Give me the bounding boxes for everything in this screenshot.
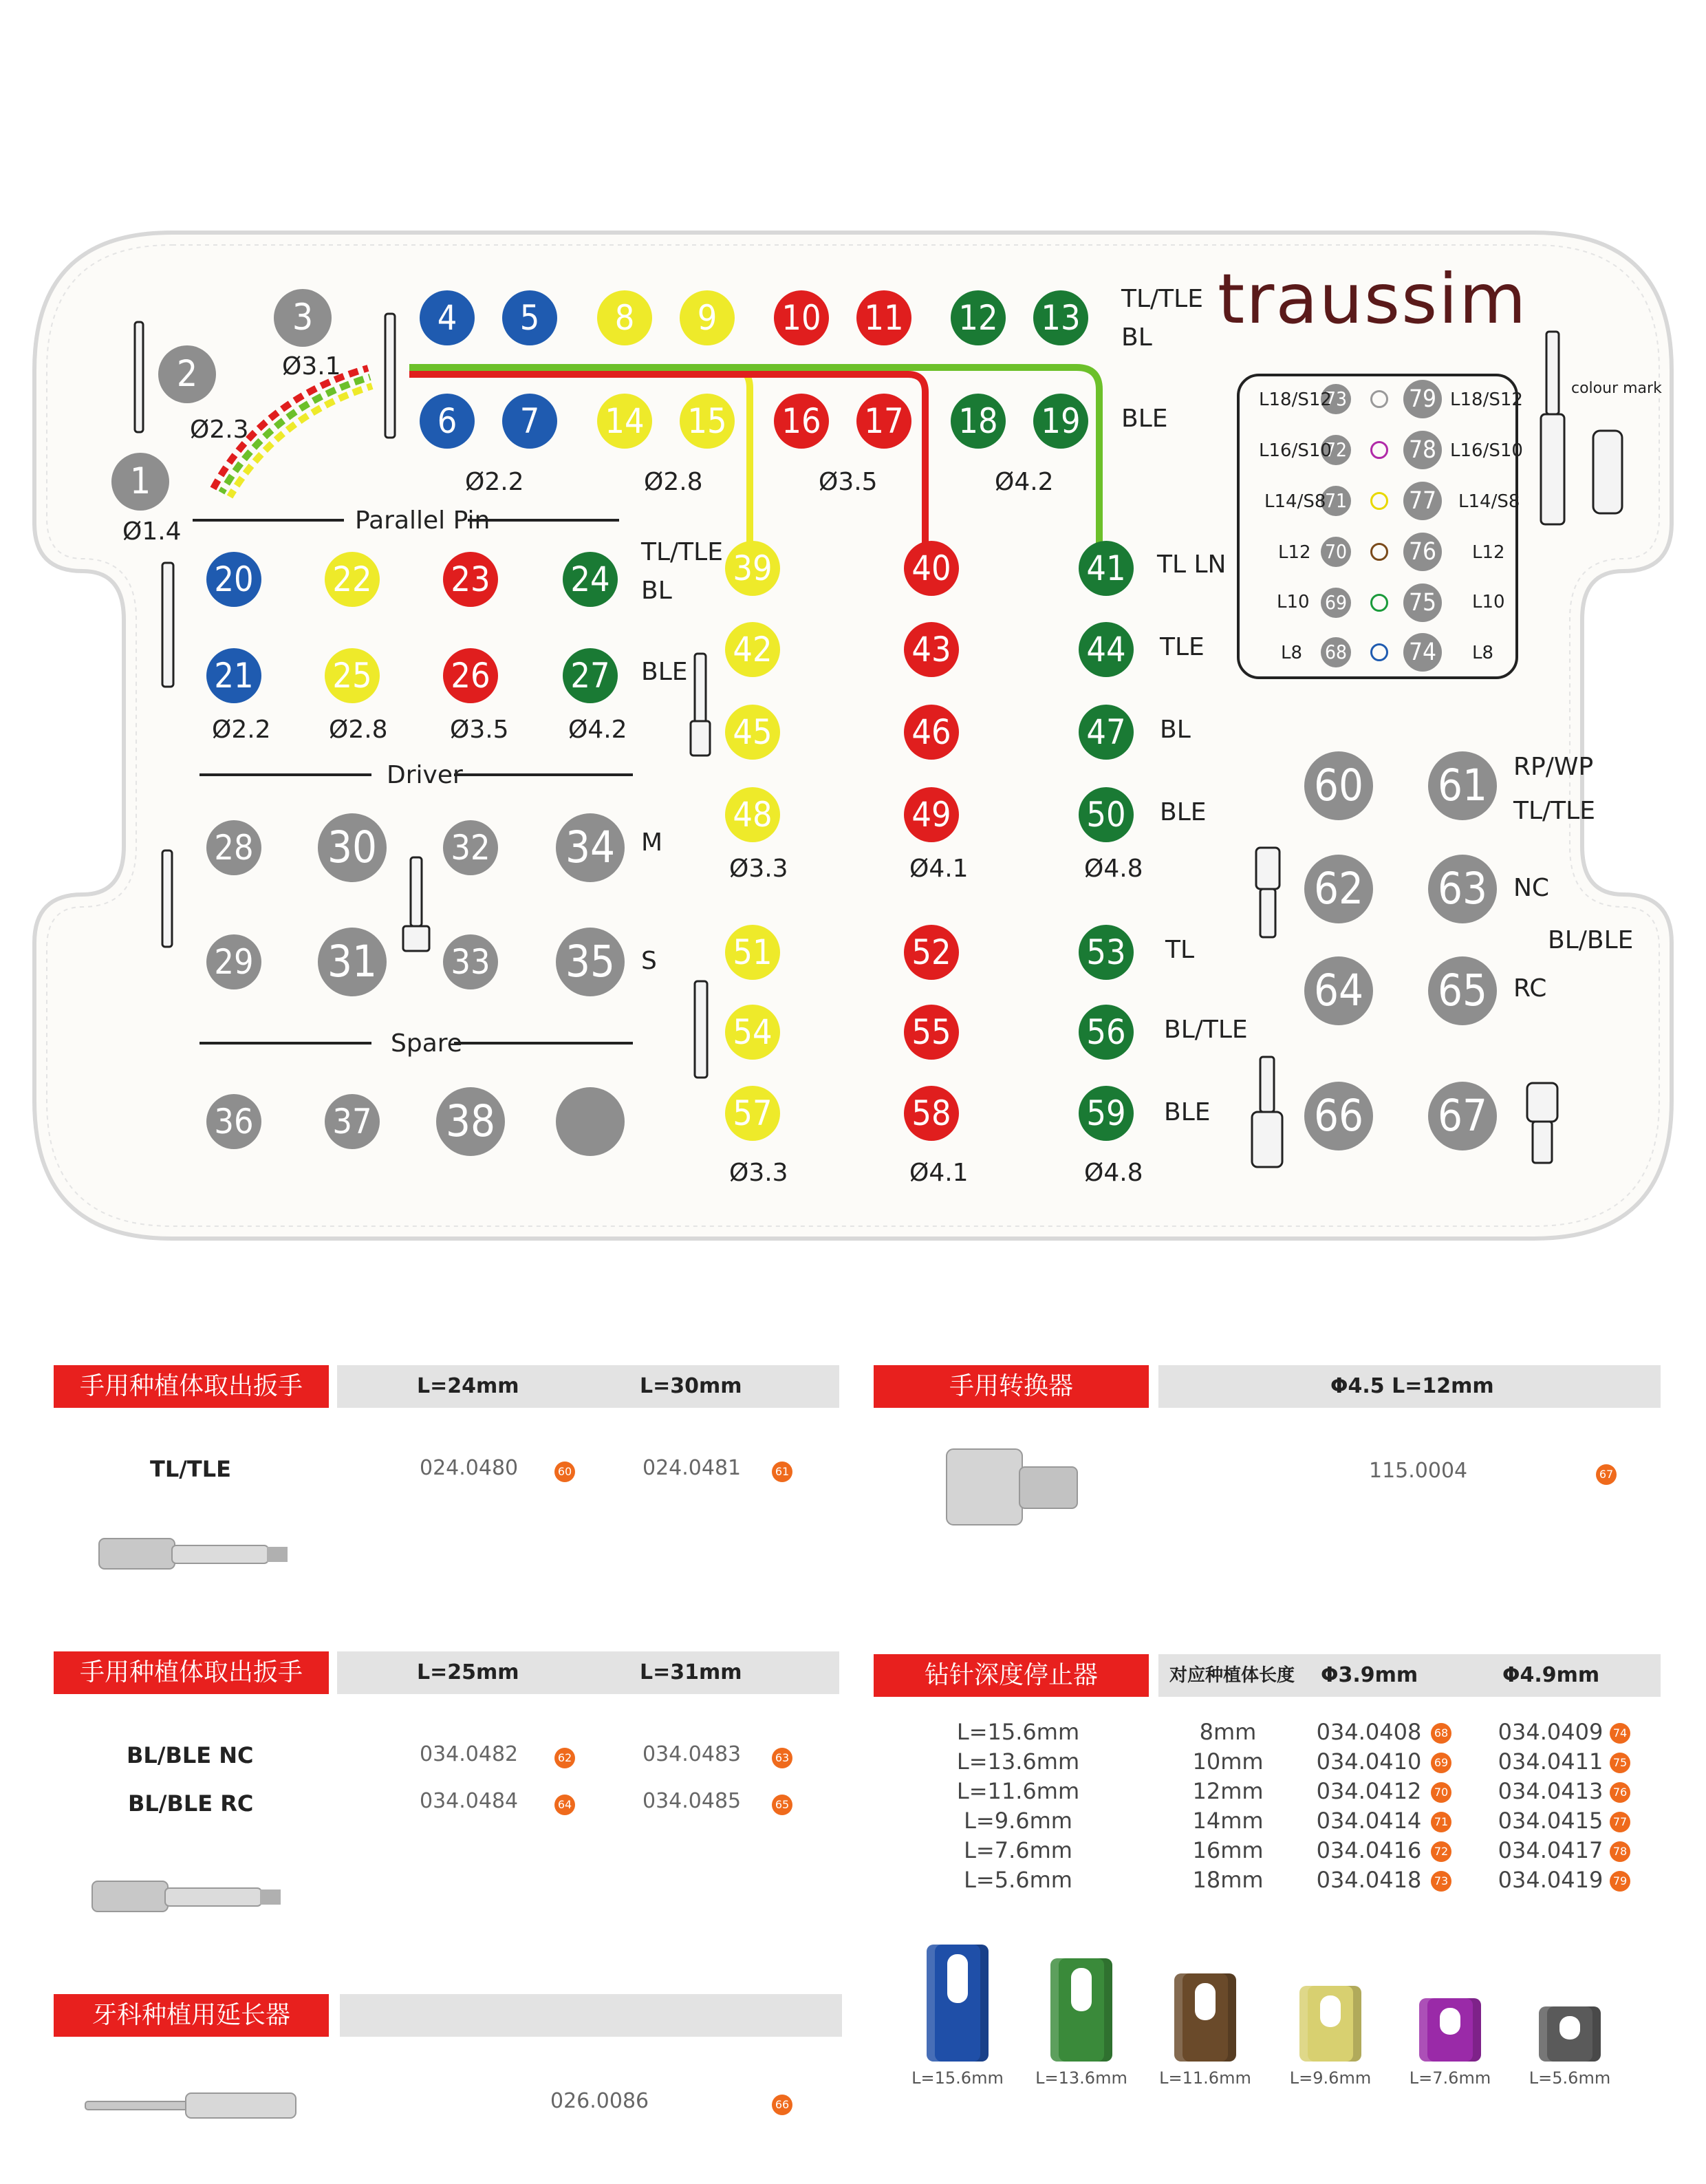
section-header-bar: [337, 1365, 839, 1408]
slot-circle: 2: [158, 345, 216, 403]
stopper-window: [947, 1954, 968, 2003]
product-code: 024.0480: [420, 1456, 519, 1480]
stopper-body: [1539, 2006, 1601, 2062]
slot-circle: 29: [206, 934, 261, 989]
column-header: 对应种植体长度: [1169, 1665, 1295, 1686]
adapter-image: [944, 1442, 1081, 1532]
tray-label: L18/S12: [1259, 389, 1332, 410]
slot-circle: 61: [1428, 751, 1497, 820]
tray-label: Ø4.2: [568, 716, 627, 744]
slot-circle: 63: [1428, 855, 1497, 923]
tray-label: L10: [1277, 592, 1310, 612]
slot-circle: 3: [274, 289, 332, 347]
stopper-body: [927, 1945, 989, 2062]
slot-circle: 60: [1304, 751, 1373, 820]
section-title: 钻针深度停止器: [874, 1654, 1149, 1697]
slot-circle: 32: [443, 820, 498, 875]
slot-circle: 50: [1079, 787, 1134, 842]
tray-label: L10: [1472, 592, 1505, 612]
slot-circle: 23: [443, 552, 498, 607]
slot-circle: 65: [1428, 956, 1497, 1025]
slot-badge: 78: [1610, 1841, 1630, 1862]
tray-label: S: [641, 947, 657, 975]
stopper-window: [1071, 1968, 1092, 2011]
slot-circle: 54: [725, 1005, 780, 1060]
tray-label: BLE: [1164, 1098, 1211, 1126]
stopper-length: L=5.6mm: [964, 1867, 1072, 1893]
tray-label: BL: [1160, 716, 1191, 744]
slot-circle: 78: [1403, 431, 1442, 469]
slot-circle: 38: [436, 1087, 505, 1156]
implant-length: 10mm: [1192, 1748, 1264, 1775]
tray-label: L8: [1472, 643, 1494, 663]
slot-badge: 79: [1610, 1871, 1630, 1892]
slot-circle: 14: [597, 394, 652, 449]
product-code: 034.0410: [1316, 1748, 1422, 1775]
tray-label: Driver: [387, 761, 463, 789]
slot-badge: 70: [1431, 1782, 1451, 1803]
tray-label: Ø3.1: [282, 352, 341, 381]
slot-circle: 36: [206, 1094, 261, 1149]
slot-badge: 68: [1431, 1723, 1451, 1744]
stopper-body: [1299, 1986, 1361, 2062]
tray-label: Ø3.3: [729, 855, 788, 883]
tray-label: BLE: [1160, 798, 1207, 826]
slot-circle: 1: [111, 453, 169, 511]
stopper-length: L=7.6mm: [964, 1837, 1072, 1863]
tray-label: Ø4.1: [909, 1159, 969, 1187]
tray-label: Ø4.1: [909, 855, 969, 883]
stopper-caption: L=5.6mm: [1529, 2068, 1611, 2088]
slot-circle: 57: [725, 1086, 780, 1141]
slot-circle: [556, 1087, 625, 1156]
slot-circle: 26: [443, 648, 498, 703]
tray-label: Ø4.8: [1084, 855, 1143, 883]
tray-label: L18/S12: [1450, 389, 1523, 410]
extender-image: [83, 2085, 303, 2126]
slot-circle: 52: [904, 925, 959, 980]
tray-label: L16/S10: [1450, 440, 1523, 461]
tray-label: Ø3.3: [729, 1159, 788, 1187]
slot-badge: 74: [1610, 1723, 1630, 1744]
stopper-length: L=13.6mm: [956, 1748, 1080, 1775]
section-header-bar: [337, 1651, 839, 1694]
row-label: BL/BLE RC: [128, 1790, 254, 1817]
stopper-window: [1320, 1995, 1341, 2027]
slot-circle: 51: [725, 925, 780, 980]
wrench-image: [96, 1526, 303, 1581]
slot-circle: 17: [856, 394, 911, 449]
product-code: 024.0481: [643, 1456, 742, 1480]
slot-circle: 7: [502, 394, 557, 449]
color-ring: [1370, 643, 1388, 661]
slot-circle: 73: [1321, 384, 1351, 414]
column-header: Φ4.9mm: [1502, 1663, 1600, 1687]
slot-circle: 31: [318, 928, 387, 996]
product-code: 026.0086: [550, 2089, 649, 2113]
tray-label: BL: [641, 577, 672, 605]
section-title: 手用转换器: [874, 1365, 1149, 1408]
slot-circle: 77: [1403, 482, 1442, 520]
slot-circle: 47: [1079, 705, 1134, 760]
stopper-item: [1143, 1934, 1267, 2099]
slot-badge: 61: [772, 1462, 792, 1482]
tray-label: TL/TLE: [1121, 285, 1203, 313]
slot-circle: 13: [1033, 290, 1088, 345]
product-code: 034.0482: [420, 1742, 519, 1766]
slot-circle: 45: [725, 705, 780, 760]
column-header: L=31mm: [640, 1660, 742, 1684]
tray-label: BLE: [1121, 405, 1168, 433]
tray-label: Ø2.2: [212, 716, 271, 744]
stopper-window: [1559, 2016, 1580, 2040]
stopper-item: [1388, 1934, 1512, 2099]
slot-circle: 75: [1403, 584, 1442, 622]
implant-length: 8mm: [1199, 1719, 1257, 1745]
slot-circle: 18: [951, 394, 1006, 449]
slot-circle: 37: [325, 1094, 380, 1149]
color-ring: [1370, 492, 1388, 510]
stopper-length: L=15.6mm: [956, 1719, 1080, 1745]
tray-label: Ø4.8: [1084, 1159, 1143, 1187]
tray-label: Ø2.8: [644, 468, 703, 496]
implant-length: 18mm: [1192, 1867, 1264, 1893]
implant-length: 12mm: [1192, 1778, 1264, 1804]
column-header: L=24mm: [417, 1374, 519, 1398]
tray-label: Ø3.5: [819, 468, 878, 496]
stopper-body: [1419, 1998, 1481, 2062]
wrench-image: [89, 1869, 296, 1924]
slot-circle: 68: [1321, 637, 1351, 667]
slot-circle: 24: [563, 552, 618, 607]
slot-circle: 62: [1304, 855, 1373, 923]
product-code: 034.0419: [1498, 1867, 1604, 1893]
tray-label: L8: [1281, 643, 1303, 663]
tray-label: L14/S8: [1264, 491, 1326, 512]
slot-badge: 67: [1596, 1464, 1617, 1485]
tray-label: TL: [1165, 936, 1195, 964]
slot-circle: 44: [1079, 622, 1134, 677]
product-code: 034.0414: [1316, 1808, 1422, 1834]
tray-label: BL/TLE: [1164, 1016, 1248, 1044]
color-ring: [1370, 594, 1388, 612]
product-code: 034.0413: [1498, 1778, 1604, 1804]
slot-badge: 73: [1431, 1871, 1451, 1892]
slot-circle: 21: [206, 648, 261, 703]
tray-label: TL/TLE: [641, 538, 723, 566]
product-code: 034.0415: [1498, 1808, 1604, 1834]
slot-badge: 60: [554, 1462, 575, 1482]
slot-badge: 65: [772, 1795, 792, 1815]
slot-badge: 66: [772, 2095, 792, 2115]
slot-badge: 62: [554, 1748, 575, 1768]
slot-circle: 22: [325, 552, 380, 607]
slot-circle: 28: [206, 820, 261, 875]
tray-label: L12: [1472, 542, 1505, 563]
tray-label: Ø4.2: [995, 468, 1054, 496]
tray-label: Ø1.4: [122, 517, 182, 546]
slot-circle: 49: [904, 787, 959, 842]
column-header: Φ3.9mm: [1321, 1663, 1418, 1687]
implant-length: 14mm: [1192, 1808, 1264, 1834]
tray-label: L16/S10: [1259, 440, 1332, 461]
tray-label: NC: [1513, 874, 1550, 902]
tray-label: BLE: [641, 658, 688, 686]
slot-circle: 16: [774, 394, 829, 449]
tray-label: Ø2.8: [329, 716, 388, 744]
slot-circle: 55: [904, 1005, 959, 1060]
product-code: 034.0485: [643, 1789, 742, 1813]
stopper-item: [1508, 1934, 1632, 2099]
tray-label: L12: [1278, 542, 1311, 563]
slot-badge: 77: [1610, 1812, 1630, 1832]
product-code: 034.0411: [1498, 1748, 1604, 1775]
slot-circle: 53: [1079, 925, 1134, 980]
tray-label: Ø3.5: [450, 716, 509, 744]
slot-circle: 72: [1321, 435, 1351, 465]
slot-circle: 56: [1079, 1005, 1134, 1060]
tray-label: BL: [1121, 323, 1152, 352]
tray-label: RP/WP: [1513, 753, 1594, 781]
stopper-caption: L=15.6mm: [911, 2068, 1004, 2088]
tray-label: Ø2.2: [465, 468, 524, 496]
slot-circle: 10: [774, 290, 829, 345]
slot-circle: 69: [1321, 588, 1351, 618]
slot-badge: 75: [1610, 1753, 1630, 1773]
slot-circle: 66: [1304, 1082, 1373, 1150]
brand-logo: traussim: [1218, 259, 1528, 339]
slot-circle: 48: [725, 787, 780, 842]
stopper-caption: L=11.6mm: [1159, 2068, 1251, 2088]
tray-label: L14/S8: [1458, 491, 1520, 512]
slot-circle: 12: [951, 290, 1006, 345]
column-header: Φ4.5 L=12mm: [1330, 1374, 1494, 1398]
slot-circle: 6: [420, 394, 475, 449]
column-header: L=25mm: [417, 1660, 519, 1684]
product-code: 034.0408: [1316, 1719, 1422, 1745]
slot-circle: 46: [904, 705, 959, 760]
color-ring: [1370, 441, 1388, 459]
slot-circle: 74: [1403, 633, 1442, 672]
tray-label: TL LN: [1157, 550, 1227, 579]
section-title: 牙科种植用延长器: [54, 1994, 329, 2037]
tray-label: M: [641, 828, 663, 857]
slot-circle: 64: [1304, 956, 1373, 1025]
slot-badge: 72: [1431, 1841, 1451, 1862]
slot-circle: 19: [1033, 394, 1088, 449]
color-ring: [1370, 543, 1388, 561]
slot-circle: 27: [563, 648, 618, 703]
slot-circle: 4: [420, 290, 475, 345]
slot-circle: 43: [904, 622, 959, 677]
slot-circle: 42: [725, 622, 780, 677]
slot-circle: 39: [725, 541, 780, 596]
slot-badge: 76: [1610, 1782, 1630, 1803]
stopper-item: [1268, 1934, 1392, 2099]
section-header-bar: [340, 1994, 842, 2037]
slot-badge: 71: [1431, 1812, 1451, 1832]
slot-badge: 64: [554, 1795, 575, 1815]
slot-circle: 79: [1403, 380, 1442, 418]
tray-label: BL/BLE: [1548, 926, 1634, 954]
stopper-item: [896, 1934, 1019, 2099]
slot-circle: 58: [904, 1086, 959, 1141]
stopper-window: [1440, 2008, 1460, 2035]
slot-circle: 41: [1079, 541, 1134, 596]
slot-circle: 67: [1428, 1082, 1497, 1150]
color-ring: [1370, 390, 1388, 408]
slot-circle: 30: [318, 813, 387, 882]
slot-circle: 25: [325, 648, 380, 703]
tray-label: RC: [1513, 974, 1547, 1003]
tray-label: TL/TLE: [1513, 797, 1595, 825]
stopper-caption: L=7.6mm: [1409, 2068, 1491, 2088]
stopper-window: [1195, 1983, 1216, 2020]
section-title: 手用种植体取出扳手: [54, 1365, 329, 1408]
slot-badge: 63: [772, 1748, 792, 1768]
product-code: 034.0483: [643, 1742, 742, 1766]
column-header: L=30mm: [640, 1374, 742, 1398]
product-code: 034.0417: [1498, 1837, 1604, 1863]
stopper-body: [1050, 1958, 1112, 2062]
slot-circle: 11: [856, 290, 911, 345]
product-code: 034.0484: [420, 1789, 519, 1813]
stopper-caption: L=13.6mm: [1035, 2068, 1127, 2088]
stopper-length: L=11.6mm: [956, 1778, 1080, 1804]
stopper-length: L=9.6mm: [964, 1808, 1072, 1834]
product-code: 034.0416: [1316, 1837, 1422, 1863]
slot-circle: 15: [680, 394, 735, 449]
section-title: 手用种植体取出扳手: [54, 1651, 329, 1694]
slot-circle: 20: [206, 552, 261, 607]
slot-circle: 35: [556, 928, 625, 996]
slot-circle: 71: [1321, 486, 1351, 516]
row-label: TL/TLE: [150, 1456, 231, 1482]
slot-circle: 59: [1079, 1086, 1134, 1141]
implant-length: 16mm: [1192, 1837, 1264, 1863]
slot-circle: 34: [556, 813, 625, 882]
slot-badge: 69: [1431, 1753, 1451, 1773]
tray-label: colour mark: [1571, 380, 1662, 397]
stopper-caption: L=9.6mm: [1289, 2068, 1372, 2088]
slot-circle: 33: [443, 934, 498, 989]
slot-circle: 8: [597, 290, 652, 345]
row-label: BL/BLE NC: [127, 1742, 254, 1768]
tray-label: Parallel Pin: [355, 506, 490, 535]
product-code: 034.0409: [1498, 1719, 1604, 1745]
slot-circle: 40: [904, 541, 959, 596]
slot-circle: 76: [1403, 533, 1442, 571]
stopper-body: [1174, 1973, 1236, 2062]
tray-label: Spare: [391, 1029, 462, 1058]
slot-circle: 70: [1321, 537, 1351, 567]
slot-circle: 5: [502, 290, 557, 345]
product-code: 034.0412: [1316, 1778, 1422, 1804]
tray-label: TLE: [1160, 633, 1205, 661]
stopper-item: [1019, 1934, 1143, 2099]
product-code: 034.0418: [1316, 1867, 1422, 1893]
slot-circle: 9: [680, 290, 735, 345]
tray-label: Ø2.3: [190, 416, 249, 444]
product-code: 115.0004: [1369, 1459, 1468, 1483]
